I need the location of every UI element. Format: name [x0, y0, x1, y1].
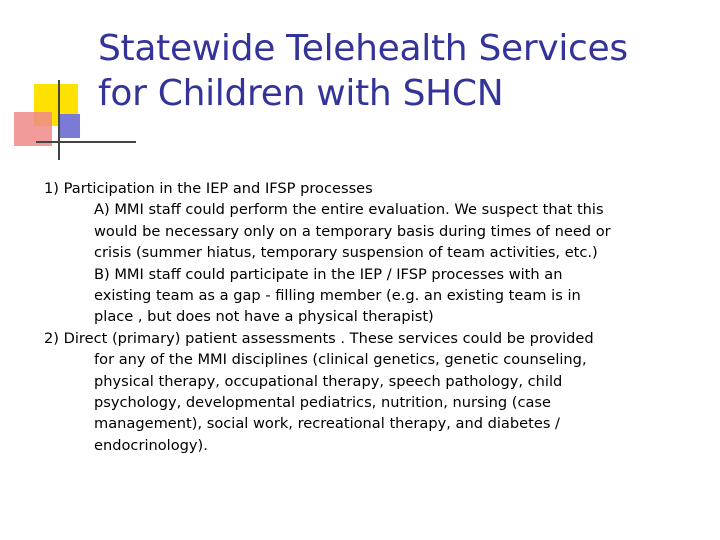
body-text-line: endocrinology).	[94, 436, 208, 454]
slide-title-line-2: for Children with SHCN	[98, 73, 504, 114]
body-text-line: would be necessary only on a temporary basis during times of need or	[94, 222, 611, 240]
body-text-line: 1) Participation in the IEP and IFSP processes	[44, 180, 373, 197]
body-text-line: A) MMI staff could perform the entire evaluation. We suspect that this	[94, 201, 604, 219]
body-text-line: 2) Direct (primary) patient assessments . These services could be provided	[44, 329, 594, 347]
body-text-line: management), social work, recreational therapy, and diabetes /	[94, 415, 560, 433]
body-text-line: for any of the MMI disciplines (clinical genetics, genetic counseling,	[94, 351, 587, 369]
body-text-line: crisis (summer hiatus, temporary suspension of team activities, etc.)	[94, 244, 598, 262]
slide-body	[44, 178, 684, 456]
slide-title	[98, 26, 698, 116]
body-text-line: psychology, developmental pediatrics, nutrition, nursing (case	[94, 394, 552, 412]
decorative-vertical-line	[58, 80, 60, 160]
decorative-blue-square	[60, 114, 80, 138]
body-text-line: existing team as a gap - filling member (e.g. an existing team is in	[94, 287, 581, 305]
slide-title-line-1: Statewide Telehealth Services	[98, 28, 628, 69]
body-text-line: B) MMI staff could participate in the IEP / IFSP processes with an	[94, 265, 563, 283]
body-text-line: place , but does not have a physical therapist)	[94, 308, 434, 326]
body-text-line: physical therapy, occupational therapy, speech pathology, child	[94, 372, 563, 390]
decorative-horizontal-line	[36, 141, 136, 143]
